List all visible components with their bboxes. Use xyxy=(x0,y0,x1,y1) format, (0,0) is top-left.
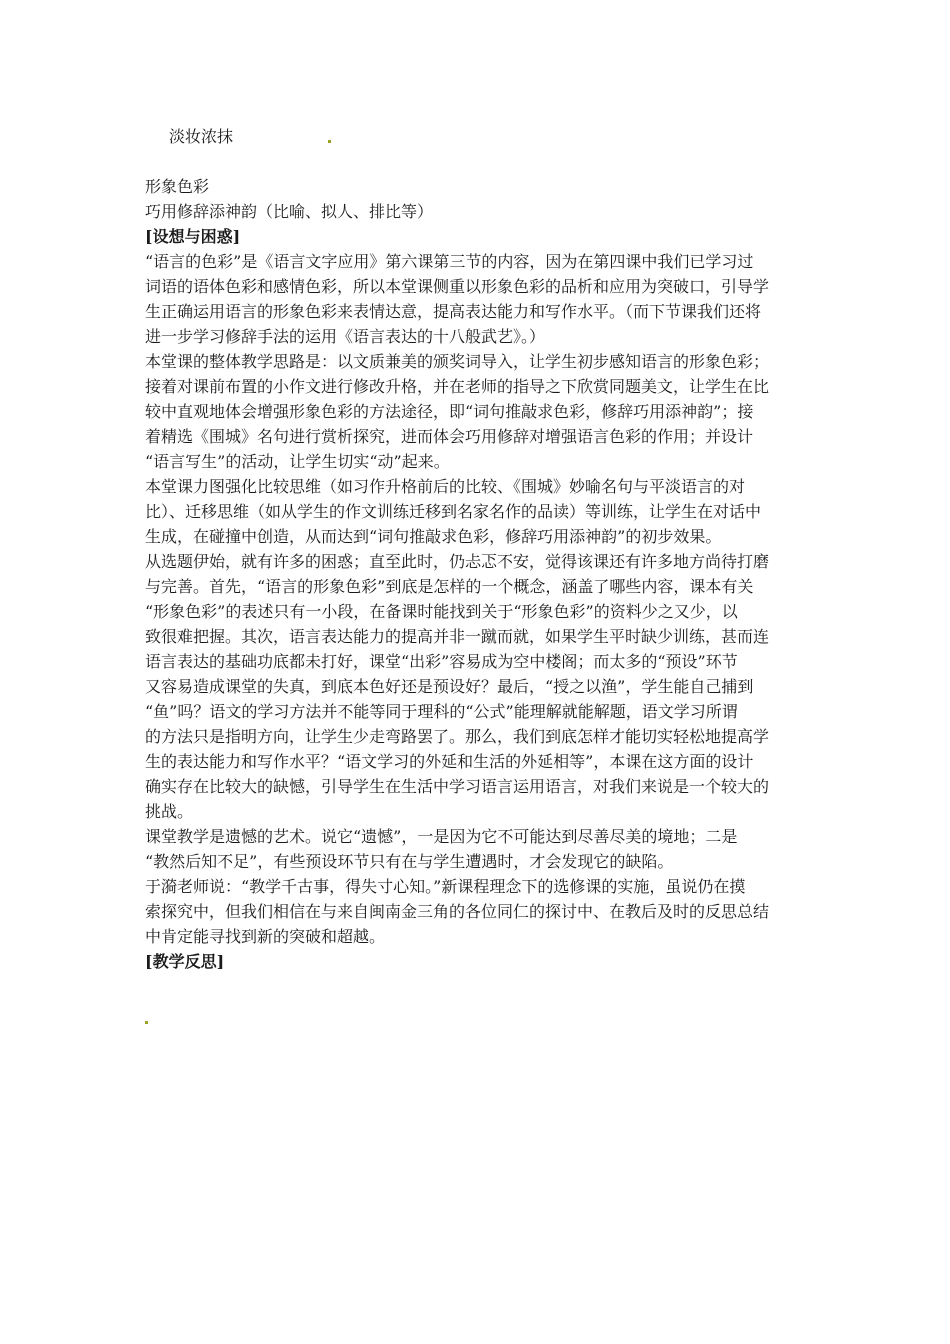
text-line: 进一步学习修辞手法的运用《语言表达的十八般武艺》。） xyxy=(145,327,546,346)
text-line: “教然后知不足”，有些预设环节只有在与学生遭遇时，才会发现它的缺陷。 xyxy=(145,852,674,871)
text-line: 本堂课的整体教学思路是：以文质兼美的颁奖词导入，让学生初步感知语言的形象色彩； xyxy=(145,352,770,371)
text-line: 着精选《围城》名句进行赏析探究，进而体会巧用修辞对增强语言色彩的作用；并设计 xyxy=(145,427,754,446)
text-line: 本堂课力图强化比较思维（如习作升格前后的比较、《围城》妙喻名句与平淡语言的对 xyxy=(145,477,746,496)
text-line: 与完善。首先，“语言的形象色彩”到底是怎样的一个概念，涵盖了哪些内容，课本有关 xyxy=(145,577,754,596)
text-line: 挑战。 xyxy=(145,802,194,821)
decorative-dot xyxy=(328,140,331,143)
document-body xyxy=(145,174,805,974)
text-line: 从选题伊始，就有许多的困惑；直至此时，仍忐忑不安，觉得该课还有许多地方尚待打磨 xyxy=(145,552,770,571)
text-line: 形象色彩 xyxy=(145,177,210,196)
top-heading: 淡妆浓抹 xyxy=(169,127,234,146)
text-line: 生的表达能力和写作水平？“语文学习的外延和生活的外延相等”，本课在这方面的设计 xyxy=(145,752,754,771)
text-line: 巧用修辞添神韵（比喻、拟人、排比等） xyxy=(145,202,434,221)
text-line: 课堂教学是遗憾的艺术。说它“遗憾”，一是因为它不可能达到尽善尽美的境地；二是 xyxy=(145,827,738,846)
text-line: 语言表达的基础功底都未打好，课堂“出彩”容易成为空中楼阁；而太多的“预设”环节 xyxy=(145,652,738,671)
text-line: 中肯定能寻找到新的突破和超越。 xyxy=(145,927,386,946)
decorative-dot xyxy=(145,1021,148,1024)
text-line: “鱼”吗？语文的学习方法并不能等同于理科的“公式”能理解就能解题，语文学习所谓 xyxy=(145,702,738,721)
text-line: “语言的色彩”是《语言文字应用》第六课第三节的内容，因为在第四课中我们已学习过 xyxy=(145,252,754,271)
text-line: 于漪老师说：“教学千古事，得失寸心知。”新课程理念下的选修课的实施，虽说仍在摸 xyxy=(145,877,746,896)
text-line: 索探究中，但我们相信在与来自闽南金三角的各位同仁的探讨中、在教后及时的反思总结 xyxy=(145,902,770,921)
text-line: “形象色彩”的表述只有一小段，在备课时能找到关于“形象色彩”的资料少之又少，以 xyxy=(145,602,738,621)
text-line: 生成，在碰撞中创造，从而达到“词句推敲求色彩，修辞巧用添神韵”的初步效果。 xyxy=(145,527,722,546)
text-line: 生正确运用语言的形象色彩来表情达意，提高表达能力和写作水平。（而下节课我们还将 xyxy=(145,302,762,321)
text-line: 致很难把握。其次，语言表达能力的提高并非一蹴而就，如果学生平时缺少训练，甚而连 xyxy=(145,627,770,646)
text-line: 比）、迁移思维（如从学生的作文训练迁移到名家名作的品读）等训练，让学生在对话中 xyxy=(145,502,762,521)
section-heading: [教学反思] xyxy=(145,952,225,971)
text-line: 确实存在比较大的缺憾，引导学生在生活中学习语言运用语言，对我们来说是一个较大的 xyxy=(145,777,770,796)
text-line: 词语的语体色彩和感情色彩，所以本堂课侧重以形象色彩的品析和应用为突破口，引导学 xyxy=(145,277,770,296)
text-line: 的方法只是指明方向，让学生少走弯路罢了。那么，我们到底怎样才能切实轻松地提高学 xyxy=(145,727,770,746)
text-line: 较中直观地体会增强形象色彩的方法途径，即“词句推敲求色彩，修辞巧用添神韵”；接 xyxy=(145,402,754,421)
text-line: 接着对课前布置的小作文进行修改升格，并在老师的指导之下欣赏同题美文，让学生在比 xyxy=(145,377,770,396)
section-heading: [设想与困惑] xyxy=(145,227,241,246)
text-line: 又容易造成课堂的失真，到底本色好还是预设好？最后，“授之以渔”，学生能自己捕到 xyxy=(145,677,754,696)
text-line: “语言写生”的活动，让学生切实“动”起来。 xyxy=(145,452,450,471)
